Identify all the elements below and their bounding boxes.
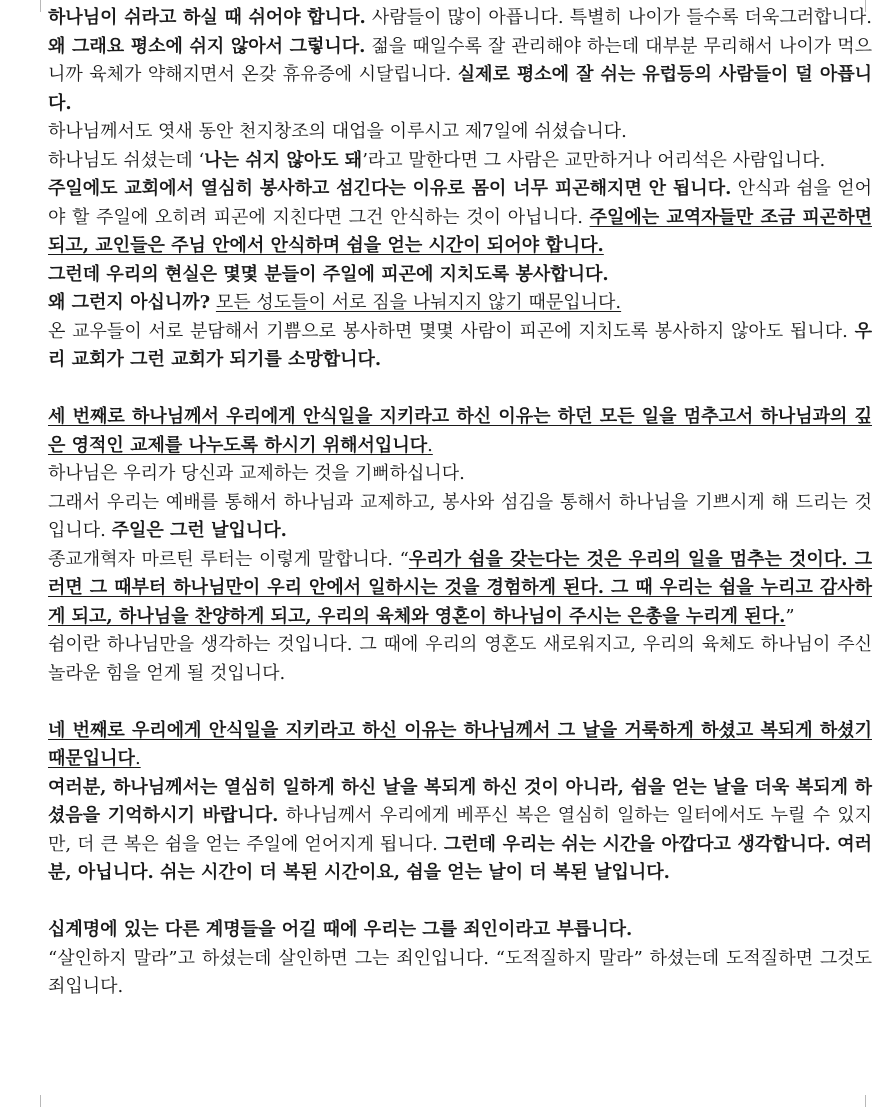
text-run: 그런데 우리는 쉬는 시간을 아깝다고 생각합니다. 여러분, 아닙니다. 쉬는 시간이 더 복된 시간이요, 쉼을 얻는 날이 더 복된 날입니다.: [48, 833, 873, 883]
text-run: 종교개혁자 마르틴 루터는 이렇게 말합니다. “: [48, 548, 409, 570]
text-run: .: [427, 434, 433, 456]
text-run: 우리 교회가 그런 교회가 되기를 소망합니다.: [48, 320, 872, 370]
document-paragraph: [48, 147, 872, 176]
text-run: 실제로 평소에 잘 쉬는 유럽등의 사람들이 덜 아픕니다.: [48, 64, 872, 114]
text-run: .: [134, 748, 141, 769]
text-run: 세 번째로 하나님께서 우리에게 안식일을 지키라고 하신 이유는 하던 모든 일을 멈추고서 하나님과의 깊은 영적인 교제를 나누도록 하시기 위해서입니다: [48, 406, 872, 456]
document-paragraph: [48, 489, 872, 546]
text-run: 왜 그런지 아십니까?: [48, 292, 211, 313]
document-paragraph: [48, 4, 872, 118]
document-paragraph: [48, 945, 872, 1002]
document-paragraph: [48, 546, 872, 632]
text-run: 주일은 그런 날입니다.: [111, 520, 287, 541]
text-run: 나는 쉬지 않아도 돼: [204, 149, 363, 171]
document-paragraph: [48, 631, 872, 688]
document-paragraph: [48, 403, 872, 460]
text-run: 주일에는 교역자들만 조금 피곤하면 되고, 교인들은 주님 안에서 안식하며 쉼을 얻는 시간이 되어야 합니다.: [48, 206, 872, 256]
text-run: 하나님도 쉬셨는데 ‘: [48, 149, 205, 171]
text-run: 젊을 때일수록 잘 관리해야 하는데 대부분 무리해서 나이가 먹으니까 육체가 약해지면서 온갖 휴유증에 시달립니다.: [48, 35, 872, 85]
text-run: 하나님께서도 엿새 동안 천지창조의 대업을 이루시고 제7일에 쉬셨습니다.: [48, 121, 627, 142]
text-run: 네 번째로 우리에게 안식일을 지키라고 하신 이유는 하나님께서 그 날을 거룩하게 하셨고 복되게 하셨기 때문입니다: [48, 719, 872, 769]
text-run: ”: [785, 605, 795, 627]
page-corner-mark-bottom-right: [865, 1095, 878, 1107]
text-run: ’라고 말한다면 그 사람은 교만하거나 어리석은 사람입니다.: [362, 149, 826, 171]
text-run: “살인하지 말라”고 하셨는데 살인하면 그는 죄인입니다. “도적질하지 말라” 하셨는데 도적질하면 그것도 죄입니다.: [48, 947, 872, 997]
text-run: 하나님이 쉬라고 하실 때 쉬어야 합니다.: [48, 7, 366, 28]
document-paragraph: [48, 717, 872, 774]
document-body: [48, 4, 872, 1002]
document-paragraph: [48, 175, 872, 261]
text-run: 그런데 우리의 현실은 몇몇 분들이 주일에 피곤에 지치도록 봉사합니다.: [48, 263, 609, 285]
document-paragraph: [48, 774, 872, 888]
page-corner-mark-top-left: [28, 0, 41, 12]
text-run: 십계명에 있는 다른 계명들을 어길 때에 우리는 그를 죄인이라고 부릅니다.: [48, 919, 633, 940]
document-paragraph: [48, 460, 872, 489]
text-run: 왜 그래요 평소에 쉬지 않아서 그렇니다.: [48, 35, 366, 57]
document-paragraph: [48, 289, 872, 318]
text-run: 안식과 쉼을 얻어야 할 주일에 오히려 피곤에 지친다면 그건 안식하는 것이 아닙니다.: [48, 178, 872, 228]
text-run: 주일에도 교회에서 열심히 봉사하고 섬긴다는 이유로 몸이 너무 피곤해지면 안 됩니다.: [48, 178, 732, 199]
document-paragraph: [48, 261, 872, 290]
text-run: 우리가 쉼을 갖는다는 것은 우리의 일을 멈추는 것이다. 그러면 그 때부터 하나님만이 우리 안에서 일하시는 것을 경험하게 된다. 그 때 우리는 쉼을 누리고 감사하게 되고, 하나님을 찬양하게 되고, 우리의 육체와 영혼이 하나님이 주시는 은총을 누리게 된다.: [48, 548, 872, 627]
text-run: 하나님은 우리가 당신과 교제하는 것을 기뻐하십니다.: [48, 463, 465, 484]
text-run: 하나님께서 우리에게 베푸신 복은 열심히 일하는 일터에서도 누릴 수 있지만, 더 큰 복은 쉼을 얻는 주일에 얻어지게 됩니다.: [48, 805, 872, 855]
page-corner-mark-bottom-left: [28, 1095, 41, 1107]
text-run: 쉼이란 하나님만을 생각하는 것입니다. 그 때에 우리의 영혼도 새로워지고, 우리의 육체도 하나님이 주신 놀라운 힘을 얻게 될 것입니다.: [48, 634, 872, 684]
document-paragraph: [48, 916, 872, 945]
document-paragraph: [48, 118, 872, 147]
document-paragraph: [48, 318, 872, 375]
text-run: 온 교우들이 서로 분담해서 기쁨으로 봉사하면 몇몇 사람이 피곤에 지치도록 봉사하지 않아도 됩니다.: [48, 320, 855, 342]
text-run: 사람들이 많이 아픕니다. 특별히 나이가 들수록 더욱그러합니다.: [365, 7, 872, 28]
text-run: 여러분, 하나님께서는 열심히 일하게 하신 날을 복되게 하신 것이 아니라, 쉼을 얻는 날을 더욱 복되게 하셨음을 기억하시기 바랍니다.: [48, 776, 872, 826]
text-run: 그래서 우리는 예배를 통해서 하나님과 교제하고, 봉사와 섬김을 통해서 하나님을 기쁘시게 해 드리는 것입니다.: [48, 491, 872, 541]
text-run: 모든 성도들이 서로 짐을 나눠지지 않기 때문입니다.: [215, 292, 622, 313]
